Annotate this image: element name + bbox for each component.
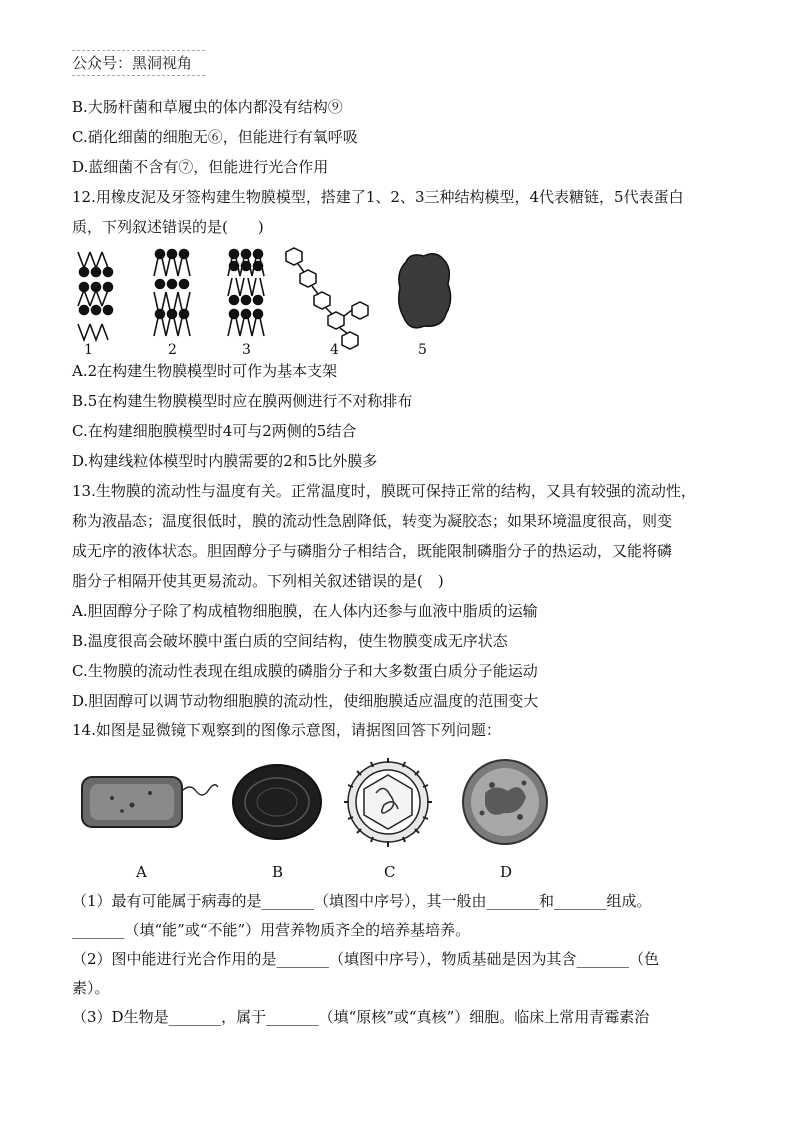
q14-sub2-line2: 素）。 [72,979,110,997]
document-page [72,92,732,1032]
model-label-5: 5 [418,342,427,356]
question-12 [72,182,732,476]
q13-option-b: B.温度很高会破坏膜中蛋白质的空间结构，使生物膜变成无序状态 [72,632,508,650]
microscope-figure [72,753,732,885]
model-4-sugar-chain-icon [286,248,368,349]
q13-option-d: D.胆固醇可以调节动物细胞膜的流动性，使细胞膜适应温度的范围变大 [72,692,539,710]
q13-stem-line2: 称为液晶态；温度很低时，膜的流动性急剧降低，转变为凝胶态；如果环境温度很高，则变 [72,512,673,530]
model-1-icon [78,252,113,340]
membrane-model-drawing [72,244,472,356]
q12-option-a: A.2在构建生物膜模型时可作为基本支架 [72,362,338,380]
q13-stem-line4: 脂分子相隔开使其更易流动。下列相关叙述错误的是( ) [72,572,444,590]
model-2-icon [154,250,190,337]
q12-option-b: B.5在构建生物膜模型时应在膜两侧进行不对称排布 [72,392,413,410]
model-3-icon [228,250,264,337]
q12-stem-line1: 12.用橡皮泥及牙签构建生物膜模型，搭建了1、2、3三种结构模型，4代表糖链，5代表蛋白 [72,188,684,206]
q14-sub1-line1: （1）最有可能属于病毒的是_______（填图中序号），其一般由_______和_______组成。 [72,892,652,910]
question-13 [72,476,732,716]
q12-stem-line2: 质，下列叙述错误的是( ) [72,218,264,236]
cell-b-icon [233,765,321,839]
cell-a-bacterium-icon [82,777,218,827]
q14-sub1-line2: _______（填“能”或“不能”）用营养物质齐全的培养基培养。 [72,921,471,939]
q14-stem: 14.如图是显微镜下观察到的图像示意图，请据图回答下列问题： [72,721,501,739]
model-5-protein-icon [399,254,451,328]
cell-label-a: A [136,863,147,881]
model-label-1: 1 [84,342,93,356]
q11-option-c: C.硝化细菌的细胞无⑥，但能进行有氧呼吸 [72,128,358,146]
q13-stem-line3: 成无序的液体状态。胆固醇分子与磷脂分子相结合，既能限制磷脂分子的热运动，又能将磷 [72,542,673,560]
question-14 [72,716,732,1032]
q11-options [72,92,732,182]
model-label-4: 4 [330,342,339,356]
q11-option-b: B.大肠杆菌和草履虫的体内都没有结构⑨ [72,98,343,116]
q14-sub2-line1: （2）图中能进行光合作用的是_______（填图中序号），物质基础是因为其含_______（色 [72,950,660,968]
q12-option-c: C.在构建细胞膜模型时4可与2两侧的5结合 [72,422,357,440]
cell-label-d: D [500,863,513,881]
microscope-drawing [72,753,572,885]
cell-d-icon [463,760,547,844]
q13-option-a: A.胆固醇分子除了构成植物细胞膜，在人体内还参与血液中脂质的运输 [72,602,538,620]
watermark: 公众号：黑洞视角 [72,50,205,76]
q14-sub3-line1: （3）D生物是_______，属于_______（填“原核”或“真核”）细胞。临床上常用青霉素治 [72,1008,650,1026]
cell-label-c: C [384,863,396,881]
q11-option-d: D.蓝细菌不含有⑦，但能进行光合作用 [72,158,329,176]
q12-option-d: D.构建线粒体模型时内膜需要的2和5比外膜多 [72,452,378,470]
model-label-2: 2 [168,342,177,356]
membrane-model-figure [72,244,732,356]
q13-option-c: C.生物膜的流动性表现在组成膜的磷脂分子和大多数蛋白质分子能运动 [72,662,538,680]
q13-stem-line1: 13.生物膜的流动性与温度有关。正常温度时，膜既可保持正常的结构，又具有较强的流动性， [72,482,696,500]
model-label-3: 3 [242,342,251,356]
cell-c-virus-icon [344,758,432,847]
cell-label-b: B [272,863,284,881]
